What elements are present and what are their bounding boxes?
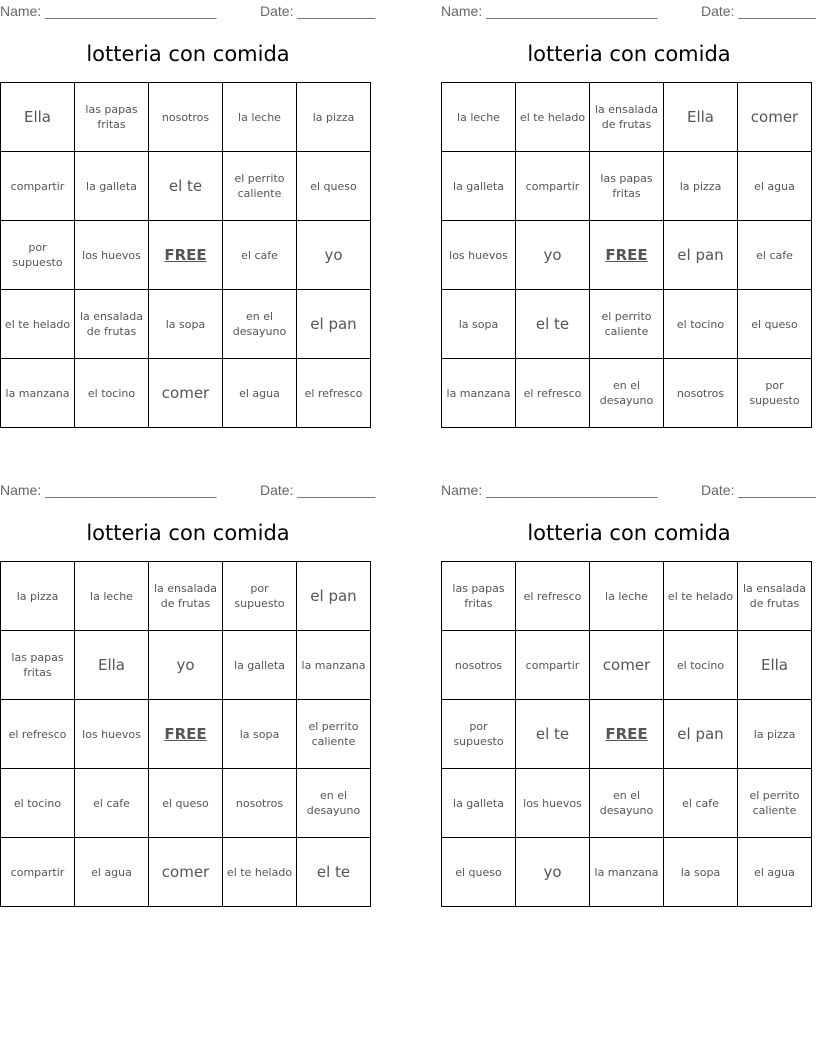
grid-cell: el te: [516, 290, 590, 359]
name-field: Name: ______________________: [0, 482, 217, 498]
card-title: lotteria con comida: [86, 42, 290, 66]
grid-cell: la leche: [75, 562, 149, 631]
grid-row: [1, 631, 371, 700]
grid-cell: la ensalada de frutas: [75, 290, 149, 359]
grid-cell: yo: [297, 221, 371, 290]
grid-cell: la pizza: [297, 83, 371, 152]
grid-cell: el queso: [149, 769, 223, 838]
grid-cell: el pan: [297, 562, 371, 631]
grid-cell: el te helado: [1, 290, 75, 359]
grid-cell: las papas fritas: [1, 631, 75, 700]
free-space: FREE: [590, 221, 664, 290]
date-field: Date: __________: [260, 482, 376, 498]
grid-cell: el perrito caliente: [590, 290, 664, 359]
bingo-grid: [0, 561, 371, 907]
grid-cell: el refresco: [516, 562, 590, 631]
grid-cell: la manzana: [442, 359, 516, 428]
free-space: FREE: [590, 700, 664, 769]
grid-cell: en el desayuno: [297, 769, 371, 838]
grid-cell: el queso: [297, 152, 371, 221]
grid-cell: nosotros: [149, 83, 223, 152]
grid-cell: la sopa: [223, 700, 297, 769]
name-field: Name: ______________________: [0, 3, 217, 19]
name-field: Name: ______________________: [441, 482, 658, 498]
grid-cell: comer: [149, 838, 223, 907]
bingo-card-3: [0, 479, 376, 881]
grid-cell: la leche: [223, 83, 297, 152]
bingo-grid: [441, 561, 812, 907]
grid-cell: el queso: [738, 290, 812, 359]
grid-row: [1, 562, 371, 631]
grid-cell: yo: [516, 221, 590, 290]
grid-cell: los huevos: [516, 769, 590, 838]
grid-cell: el refresco: [516, 359, 590, 428]
grid-row: [1, 769, 371, 838]
grid-cell: el queso: [442, 838, 516, 907]
grid-row: [442, 700, 812, 769]
grid-cell: el perrito caliente: [223, 152, 297, 221]
grid-cell: comer: [149, 359, 223, 428]
grid-row: [442, 83, 812, 152]
grid-cell: en el desayuno: [223, 290, 297, 359]
grid-cell: el refresco: [1, 700, 75, 769]
bingo-grid: [441, 82, 812, 428]
card-header: [441, 479, 816, 501]
grid-cell: la manzana: [1, 359, 75, 428]
grid-cell: el agua: [223, 359, 297, 428]
card-header: [441, 0, 816, 22]
date-field: Date: __________: [260, 3, 376, 19]
grid-row: [1, 83, 371, 152]
grid-cell: el pan: [297, 290, 371, 359]
grid-row: [442, 221, 812, 290]
grid-cell: la pizza: [1, 562, 75, 631]
free-space: FREE: [149, 221, 223, 290]
grid-row: [1, 152, 371, 221]
grid-row: [1, 290, 371, 359]
grid-cell: Ella: [1, 83, 75, 152]
grid-cell: la manzana: [297, 631, 371, 700]
grid-cell: los huevos: [75, 700, 149, 769]
grid-cell: el cafe: [223, 221, 297, 290]
grid-cell: en el desayuno: [590, 359, 664, 428]
grid-cell: la leche: [442, 83, 516, 152]
card-title: lotteria con comida: [527, 521, 731, 545]
date-field: Date: __________: [701, 482, 816, 498]
grid-cell: el te helado: [664, 562, 738, 631]
grid-cell: el te: [297, 838, 371, 907]
grid-cell: por supuesto: [738, 359, 812, 428]
grid-cell: Ella: [75, 631, 149, 700]
grid-cell: las papas fritas: [442, 562, 516, 631]
grid-cell: la leche: [590, 562, 664, 631]
grid-cell: compartir: [1, 838, 75, 907]
free-space: FREE: [149, 700, 223, 769]
grid-cell: la sopa: [442, 290, 516, 359]
grid-cell: el tocino: [664, 290, 738, 359]
grid-cell: las papas fritas: [75, 83, 149, 152]
grid-row: [442, 359, 812, 428]
grid-cell: el te helado: [516, 83, 590, 152]
grid-cell: los huevos: [442, 221, 516, 290]
grid-cell: el cafe: [664, 769, 738, 838]
grid-row: [442, 290, 812, 359]
grid-cell: la galleta: [223, 631, 297, 700]
grid-cell: Ella: [738, 631, 812, 700]
grid-cell: compartir: [516, 631, 590, 700]
grid-row: [1, 221, 371, 290]
grid-cell: el tocino: [664, 631, 738, 700]
card-header: [0, 0, 376, 22]
grid-cell: la ensalada de frutas: [738, 562, 812, 631]
grid-cell: por supuesto: [223, 562, 297, 631]
grid-row: [442, 631, 812, 700]
grid-cell: la galleta: [442, 769, 516, 838]
name-field: Name: ______________________: [441, 3, 658, 19]
grid-cell: el agua: [75, 838, 149, 907]
grid-cell: comer: [590, 631, 664, 700]
grid-cell: la ensalada de frutas: [149, 562, 223, 631]
bingo-card-2: [441, 0, 816, 407]
grid-cell: la sopa: [664, 838, 738, 907]
grid-cell: la manzana: [590, 838, 664, 907]
bingo-grid: [0, 82, 371, 428]
grid-cell: el te helado: [223, 838, 297, 907]
bingo-card-4: [441, 479, 816, 881]
grid-cell: Ella: [664, 83, 738, 152]
grid-row: [442, 152, 812, 221]
grid-cell: el perrito caliente: [738, 769, 812, 838]
card-header: [0, 479, 376, 501]
grid-cell: la pizza: [738, 700, 812, 769]
grid-cell: las papas fritas: [590, 152, 664, 221]
grid-cell: el pan: [664, 221, 738, 290]
grid-cell: nosotros: [223, 769, 297, 838]
grid-cell: nosotros: [664, 359, 738, 428]
grid-row: [442, 562, 812, 631]
grid-cell: nosotros: [442, 631, 516, 700]
grid-cell: por supuesto: [442, 700, 516, 769]
date-field: Date: __________: [701, 3, 816, 19]
bingo-card-1: [0, 0, 376, 402]
grid-cell: el refresco: [297, 359, 371, 428]
grid-cell: el cafe: [738, 221, 812, 290]
grid-cell: el te: [149, 152, 223, 221]
grid-cell: el te: [516, 700, 590, 769]
grid-row: [442, 838, 812, 907]
grid-cell: compartir: [516, 152, 590, 221]
grid-cell: el perrito caliente: [297, 700, 371, 769]
grid-cell: la ensalada de frutas: [590, 83, 664, 152]
grid-cell: la galleta: [75, 152, 149, 221]
grid-row: [1, 359, 371, 428]
grid-cell: por supuesto: [1, 221, 75, 290]
grid-cell: la pizza: [664, 152, 738, 221]
card-title: lotteria con comida: [527, 42, 731, 66]
grid-cell: la galleta: [442, 152, 516, 221]
grid-cell: comer: [738, 83, 812, 152]
grid-cell: la sopa: [149, 290, 223, 359]
grid-cell: yo: [149, 631, 223, 700]
grid-cell: el pan: [664, 700, 738, 769]
grid-cell: el tocino: [75, 359, 149, 428]
grid-row: [1, 700, 371, 769]
grid-cell: compartir: [1, 152, 75, 221]
grid-cell: en el desayuno: [590, 769, 664, 838]
grid-cell: yo: [516, 838, 590, 907]
grid-cell: el cafe: [75, 769, 149, 838]
card-title: lotteria con comida: [86, 521, 290, 545]
grid-cell: el tocino: [1, 769, 75, 838]
grid-row: [442, 769, 812, 838]
grid-cell: el agua: [738, 152, 812, 221]
grid-row: [1, 838, 371, 907]
grid-cell: los huevos: [75, 221, 149, 290]
grid-cell: el agua: [738, 838, 812, 907]
